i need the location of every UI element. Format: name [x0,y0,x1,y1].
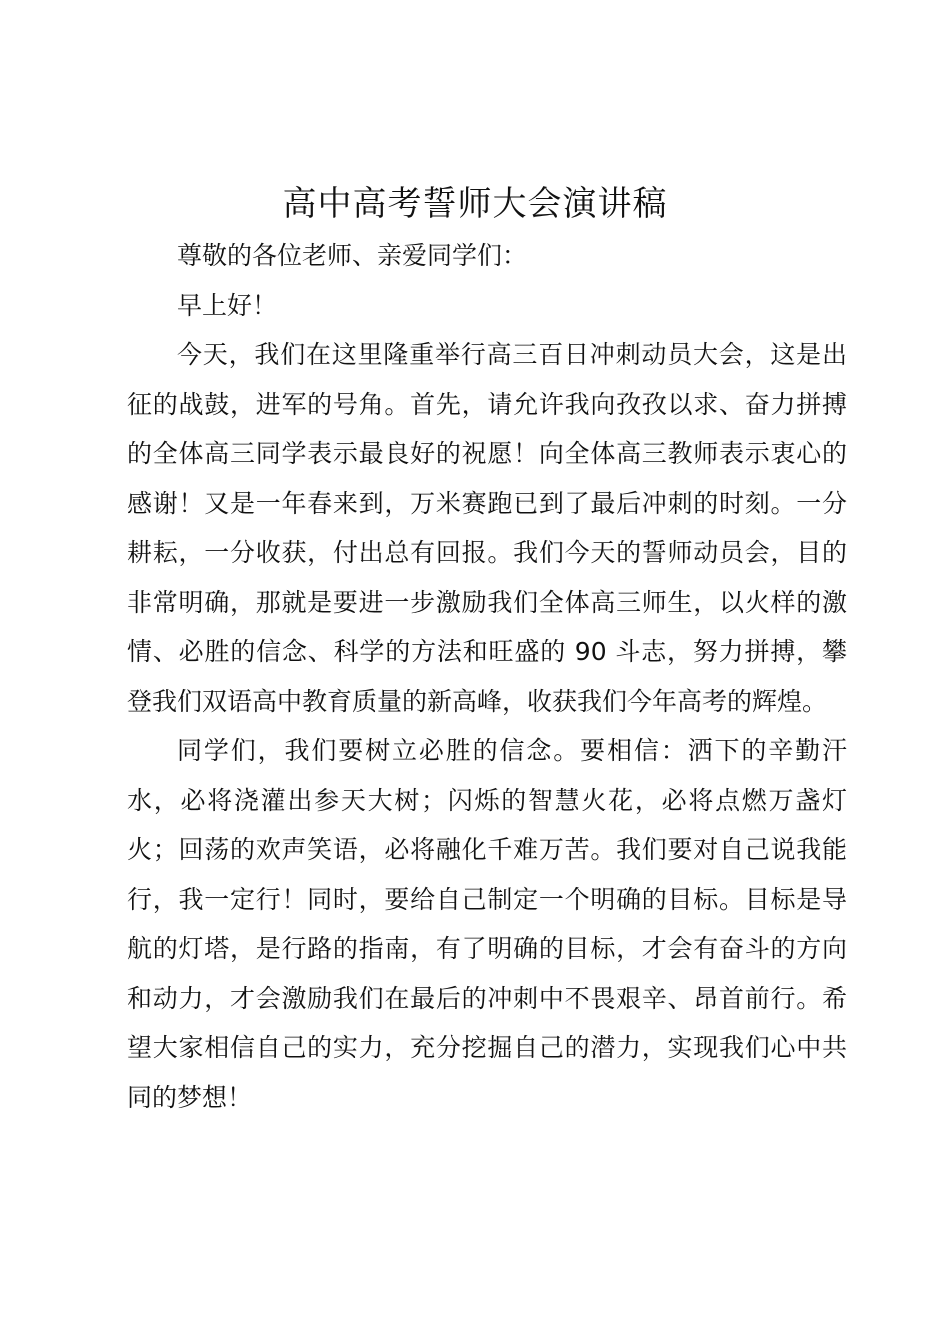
body-paragraph: 今天，我们在这里隆重举行高三百日冲刺动员大会，这是出征的战鼓，进军的号角。首先，请允许我向孜孜以求、奋力拼搏的全体高三同学表示最良好的祝愿！向全体高三教师表示衷心的感谢！又是一年春来到，万米赛跑已到了最后冲刺的时刻。一分耕耘，一分收获，付出总有回报。我们今天的誓师动员会，目的非常明确，那就是要进一步激励我们全体高三师生，以火样的激情、必胜的信念、科学的方法和旺盛的 90 斗志，努力拼搏，攀登我们双语高中教育质量的新高峰，收获我们今年高考的辉煌。 [127,340,847,716]
body-paragraph: 同学们，我们要树立必胜的信念。要相信：洒下的辛勤汗水，必将浇灌出参天大树；闪烁的智慧火花，必将点燃万盏灯火；回荡的欢声笑语，必将融化千难万苦。我们要对自己说我能行，我一定行！同时，要给自己制定一个明确的目标。目标是导航的灯塔，是行路的指南，有了明确的目标，才会有奋斗的方向和动力，才会激励我们在最后的冲刺中不畏艰辛、昂首前行。希望大家相信自己的实力，充分挖掘自己的潜力，实现我们心中共同的梦想！ [127,736,847,1112]
document-body [127,231,847,1122]
greeting-paragraph: 早上好！ [177,290,278,320]
document-title: 高中高考誓师大会演讲稿 [282,184,668,224]
salutation-paragraph: 尊敬的各位老师、亲爱同学们： [177,241,528,270]
